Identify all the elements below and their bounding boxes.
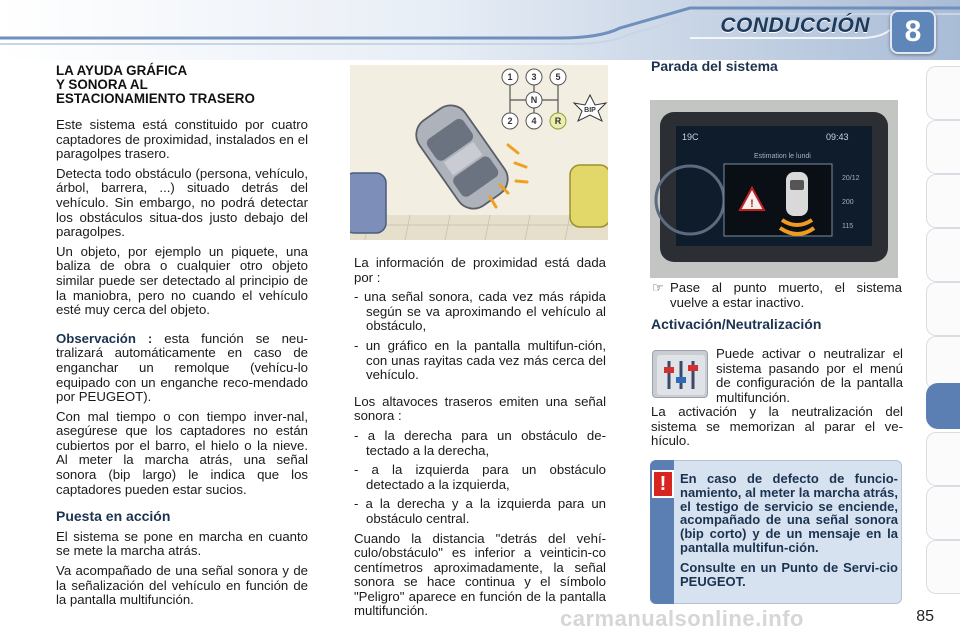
gear-label-4: 4	[531, 116, 537, 126]
speakers-intro: Los altavoces traseros emiten una señal sonora :	[354, 393, 606, 424]
gear-label-5: 5	[555, 72, 561, 82]
screen-left-text: 19C	[682, 132, 699, 142]
chapter-tab-5[interactable]	[926, 282, 960, 336]
warning-paragraph-2: Consulte en un Punto de Servi-cio PEUGEOT.	[680, 559, 898, 589]
chapter-number: 8	[904, 15, 922, 48]
note-body: esta función se neu-tralizará automáticamente en caso de enganchar un remolque (vehícu-lo equipado con un enganche reco-mendado por PEUGEOT).	[56, 330, 308, 405]
gear-label-r: R	[554, 116, 562, 126]
bullet-left: - a la izquierda para un obstáculo detectado a la izquierda,	[354, 462, 606, 492]
limitation-paragraph: Un objeto, por ejemplo un piquete, una baliza de obra o cualquier otro objeto similar puede ser detectado al principio de la maniobra, pero no cuando el vehículo esté muy cerca del objeto.	[56, 243, 308, 318]
detection-paragraph: Detecta todo obstáculo (persona, vehículo, árbol, barrera, ...) situado detrás del vehículo. Sin embargo, no podrá detectar los obstáculos situa-dos justo debajo del paragolpes.	[56, 165, 308, 240]
heading-parada: Parada del sistema	[651, 58, 778, 74]
warning-paragraph-1: En caso de defecto de funcio-namiento, al meter la marcha atrás, el testigo de servicio se enciende, acompañado de una señal sonora (bip corto) y de un mensaje en la pantalla multifun-ción.	[680, 471, 898, 555]
heading-puesta-en-accion: Puesta en acción	[56, 508, 171, 525]
bullet-center: - a la derecha y a la izquierda para un obstáculo central.	[354, 496, 606, 526]
left-column	[56, 64, 308, 613]
screen-clock: 09:43	[826, 132, 849, 142]
parada-bullet-text: Pase al punto muerto, el sistema vuelve a estar inactivo.	[670, 280, 902, 310]
gear-label-1: 1	[507, 72, 513, 82]
parada-text	[652, 281, 902, 315]
watermark: carmanualsonline.info	[560, 606, 804, 631]
activacion-paragraph: Puede activar o neutralizar el sistema pasando por el menú de configuración de la pantalla multifunción.	[716, 346, 903, 405]
middle-column	[354, 256, 606, 624]
chapter-tab-6[interactable]	[926, 336, 960, 390]
gear-label-3: 3	[531, 72, 537, 82]
puesta-paragraph-1: El sistema se pone en marcha en cuanto se mete la marcha atrás.	[56, 528, 308, 559]
screen-header-text: Estimation le lundi	[754, 153, 811, 160]
memo-text	[651, 405, 903, 454]
chapter-tab-8[interactable]	[926, 432, 960, 486]
activacion-text	[716, 347, 903, 410]
bullet-right: - a la derecha para un obstáculo de-tectado a la derecha,	[354, 427, 606, 458]
chapter-tab-10[interactable]	[926, 540, 960, 594]
heading-activacion: Activación/Neutralización	[651, 316, 822, 332]
chapter-tab-3[interactable]	[926, 174, 960, 228]
section-title: CONDUCCIÓN	[720, 14, 870, 37]
chapter-tab-4[interactable]	[926, 228, 960, 282]
gear-label-2: 2	[507, 116, 513, 126]
multifunction-screen-photo	[650, 100, 898, 278]
section-heading	[56, 64, 308, 106]
screen-side-value-1: 20/12	[842, 175, 860, 182]
page-number: 85	[916, 608, 934, 625]
warning-text	[680, 472, 898, 588]
title-line-2: Y SONORA AL	[56, 77, 148, 92]
bip-label: BIP	[584, 107, 596, 114]
screen-side-value-3: 115	[842, 223, 854, 230]
settings-sliders-icon	[652, 350, 708, 398]
svg-text:!: !	[750, 198, 754, 210]
puesta-paragraph-2: Va acompañado de una señal sonora y de la señalización del vehículo en función de la pantalla multifunción.	[56, 563, 308, 608]
pointing-hand-icon: ☞	[652, 280, 664, 295]
gear-label-n: N	[530, 95, 538, 105]
chapter-tab-9[interactable]	[926, 486, 960, 540]
weather-paragraph: Con mal tiempo o con tiempo inver-nal, asegúrese que los captadores no están cubiertos por el barro, el hielo o la nieve. Al meter la marcha atrás, una señal sonora (bip largo) le indica que los captadores pueden estar sucios.	[56, 408, 308, 497]
memo-paragraph: La activación y la neutralización del sistema se memorizan al parar el ve-hículo.	[651, 404, 903, 449]
bullet-graphic: - un gráfico en la pantalla multifun-ción, con unas rayitas cada vez más cerca del vehículo.	[354, 337, 606, 383]
intro-paragraph: Este sistema está constituido por cuatro captadores de proximidad, instalados en el paragolpes trasero.	[56, 117, 308, 162]
screen-side-value-2: 200	[842, 199, 854, 206]
chapter-tab-1[interactable]	[926, 66, 960, 120]
note-paragraph	[56, 332, 308, 405]
warning-icon: !	[652, 470, 674, 498]
distance-paragraph: Cuando la distancia "detrás del vehí-culo/obstáculo" es inferior a veinticin-co centímetros aproximadamente, la señal sonora se hace continua y el símbolo "Peligro" aparece en función de la pantalla multifunción.	[354, 530, 606, 619]
info-intro: La información de proximidad está dada por :	[354, 255, 606, 285]
bullet-sound: - una señal sonora, cada vez más rápida según se va aproximando el vehículo al obstáculo,	[354, 289, 606, 334]
chapter-tab-active[interactable]	[926, 383, 960, 429]
parking-illustration	[350, 65, 608, 240]
chapter-tab-2[interactable]	[926, 120, 960, 174]
title-line-1: LA AYUDA GRÁFICA	[56, 63, 188, 78]
title-line-3: ESTACIONAMIENTO TRASERO	[56, 91, 255, 106]
note-lead: Observación :	[56, 330, 153, 346]
parada-bullet	[652, 281, 902, 310]
